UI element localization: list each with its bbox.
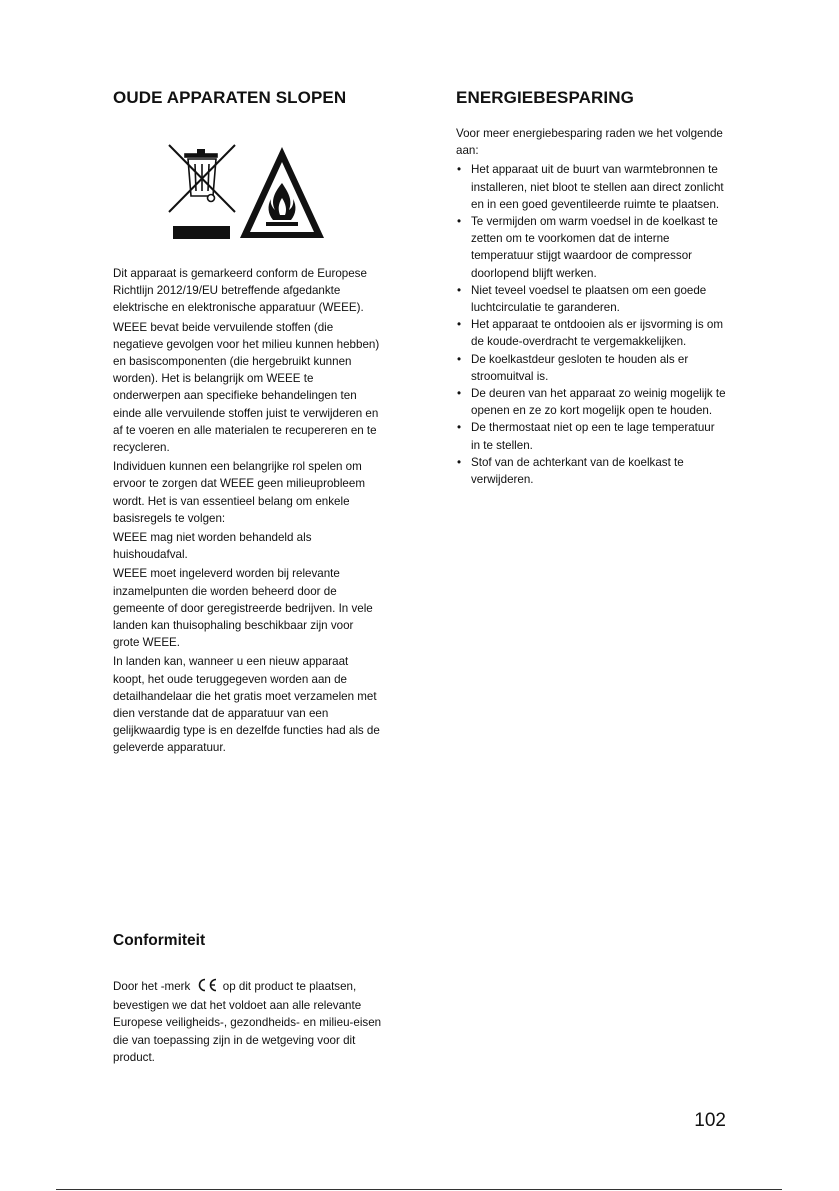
flammable-warning-icon xyxy=(240,147,324,238)
list-item: • Stof van de achterkant van de koelkast te verwijderen. xyxy=(457,455,684,487)
bullet-icon: • xyxy=(457,455,462,469)
conformity-text-after: op dit product te plaatsen, bevestigen we dat het voldoet aan alle relevante Europese veiligheids-, gezondheids- en milieu-eisen die van toepassing zijn in de wetgeving voor dit product. xyxy=(113,980,382,1064)
paragraph: In landen kan, wanneer u een nieuw apparaat koopt, het oude teruggegeven worden aan de detailhandelaar die het gratis moet verzamelen met dien verstande dat de apparatuur van een gelijkwaardig type is en dezelfde functies had als de geleverde apparatuur. xyxy=(113,655,380,755)
list-item: • Het apparaat te ontdooien als er ijsvorming is om de koude-overdracht te vergemakkelijken. xyxy=(457,318,723,349)
list-item: • Te vermijden om warm voedsel in de koelkast te zetten om te voorkomen dat de interne temperatuur stijgt waardoor de compressor doorlopend blijft werken. xyxy=(457,215,718,280)
paragraph: WEEE moet ingeleverd worden bij relevante inzamelpunten die worden beheerd door de gemeente of door geregistreerde bedrijven. In vele landen kan thuisophaling beschikbaar zijn voor grote WEEE. xyxy=(113,567,373,650)
energy-intro: Voor meer energiebesparing raden we het volgende aan: xyxy=(456,127,723,158)
paragraph: WEEE mag niet worden behandeld als huishoudafval. xyxy=(113,531,312,562)
bullet-icon: • xyxy=(457,283,462,297)
bullet-icon: • xyxy=(457,421,462,435)
paragraph: WEEE bevat beide vervuilende stoffen (die negatieve gevolgen voor het milieu kunnen hebben) en basiscomponenten (die hergebruikt kunnen worden). Het is belangrijk om WEEE te onderwerpen aan specifieke behandelingen ten einde alle vervuilende stoffen juist te verwijderen en af te voeren en alle materialen te recupereren en te recycleren. xyxy=(113,320,380,455)
paragraph: Individuen kunnen een belangrijke rol spelen om ervoor te zorgen dat WEEE geen milieuprobleem wordt. Het is van essentieel belang om enkele basisregels te volgen: xyxy=(113,460,365,525)
conformity-text xyxy=(113,978,383,1066)
bullet-icon: • xyxy=(457,387,462,401)
bullet-icon: • xyxy=(457,215,462,229)
list-item: • Het apparaat uit de buurt van warmtebronnen te installeren, niet bloot te stellen aan direct zonlicht en in een goed geventileerde ruimte te plaatsen. xyxy=(457,163,724,211)
disposal-icons xyxy=(167,140,327,242)
paragraph: Dit apparaat is gemarkeerd conform de Europese Richtlijn 2012/19/EU betreffende afgedankte elektrische en elektronische apparatuur (WEEE). xyxy=(113,267,367,315)
conformity-title: Conformiteit xyxy=(113,932,206,949)
list-item: • De thermostaat niet op een te lage temperatuur in te stellen. xyxy=(457,421,715,452)
page-number: 102 xyxy=(694,1110,726,1131)
list-item: • Niet teveel voedsel te plaatsen om een goede luchtcirculatie te garanderen. xyxy=(457,283,707,315)
bullet-icon: • xyxy=(457,352,462,366)
crossed-out-wheelie-bin-icon xyxy=(169,145,235,212)
list-item: • De koelkastdeur gesloten te houden als er stroomuitval is. xyxy=(457,352,689,383)
section-title-disposal: OUDE APPARATEN SLOPEN xyxy=(113,88,347,107)
conformity-text-before: Door het -merk xyxy=(113,980,191,993)
disposal-text xyxy=(113,265,381,759)
footer-divider xyxy=(56,1189,782,1190)
bullet-icon: • xyxy=(457,163,462,177)
list-item: • De deuren van het apparaat zo weinig mogelijk te openen en ze zo kort mogelijk open te houden. xyxy=(457,387,726,418)
ce-mark-icon xyxy=(196,978,218,997)
energy-tips-list xyxy=(456,161,726,488)
energy-text xyxy=(456,125,726,488)
bullet-icon: • xyxy=(457,318,462,332)
section-title-energy: ENERGIEBESPARING xyxy=(456,88,634,107)
